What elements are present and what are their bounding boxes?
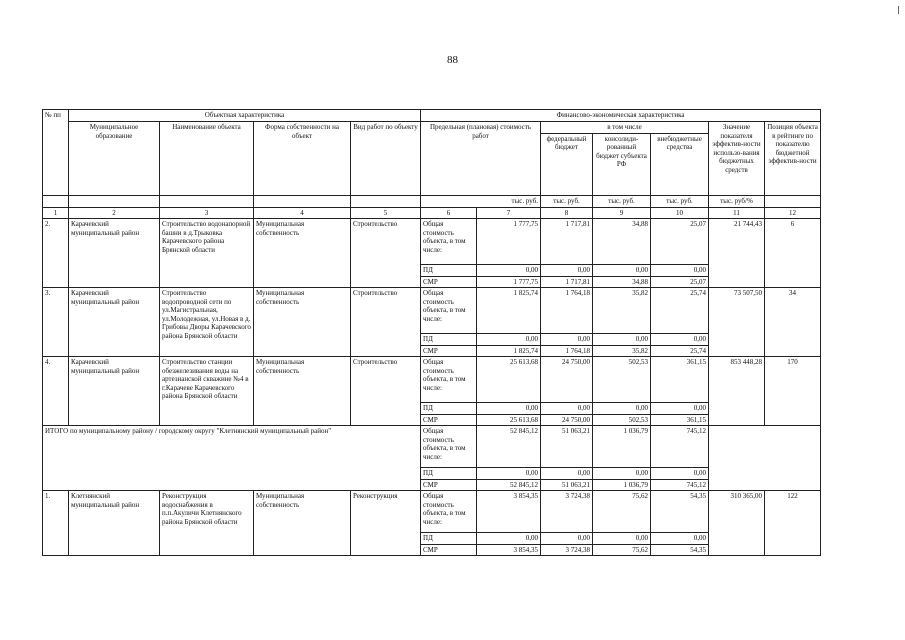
- header-num: № пп: [43, 110, 69, 196]
- row-municipality: Карачевский муниципальный район: [69, 288, 160, 357]
- row-pd-extrabudget: 0,00: [651, 265, 709, 277]
- row-object: Реконструкция водоснабжения в п.п.Акуличи Клетнянского района Брянской области: [160, 491, 254, 556]
- row-smr-federal: 1 717,81: [541, 276, 593, 288]
- row-total-label: Общая стоимость объекта, в том числе:: [421, 288, 477, 334]
- header-rank: Позиция объекта в рейтинге по показателю бюджетной эффектив-ности: [765, 122, 821, 196]
- header-extrabudget: внебюджетные средства: [651, 133, 709, 195]
- row-smr-extrabudget: 25,07: [651, 276, 709, 288]
- row-total-consolidated: 34,88: [593, 219, 651, 265]
- row-pd-federal: 0,00: [541, 334, 593, 346]
- row-rank: 122: [765, 491, 821, 556]
- header-max-cost: Предельная (плановая) стоимость работ: [421, 122, 541, 196]
- total-label: ИТОГО по муниципальному району / городскому округу "Клетнянский муниципальный район": [43, 426, 421, 491]
- row-smr-federal: 3 724,38: [541, 544, 593, 556]
- row-ownership: Муниципальная собственность: [254, 491, 351, 556]
- row-ownership: Муниципальная собственность: [254, 357, 351, 426]
- col-index: 2: [69, 207, 160, 219]
- row-total-consolidated: 502,53: [593, 357, 651, 403]
- row-total-federal: 1 764,18: [541, 288, 593, 334]
- header-municipality: Муниципальное образование: [69, 122, 160, 196]
- row-smr-extrabudget: 361,15: [651, 414, 709, 426]
- row-pd-extrabudget: 0,00: [651, 334, 709, 346]
- row-total-max: 25 613,68: [477, 357, 541, 403]
- row-total-max: 1 825,74: [477, 288, 541, 334]
- table-row: [43, 219, 821, 265]
- col-index: 12: [765, 207, 821, 219]
- row-pd-extrabudget: 0,00: [651, 403, 709, 415]
- row-num: 4.: [43, 357, 69, 426]
- total-pd-federal: 0,00: [541, 468, 593, 480]
- header-federal: федеральный бюджет: [541, 133, 593, 195]
- row-total-federal: 24 750,00: [541, 357, 593, 403]
- row-smr-max: 1 825,74: [477, 345, 541, 357]
- row-work: Строительство: [351, 288, 421, 357]
- total-pd-extrabudget: 0,00: [651, 468, 709, 480]
- total-max: 52 845,12: [477, 426, 541, 468]
- row-ownership: Муниципальная собственность: [254, 219, 351, 288]
- row-work: Строительство: [351, 357, 421, 426]
- row-pd-label: ПД: [421, 533, 477, 545]
- col-index: 6: [421, 207, 477, 219]
- page-number: 88: [447, 54, 458, 66]
- header-finance-group: Финансово-экономическая характеристика: [421, 110, 821, 122]
- row-work: Реконструкция: [351, 491, 421, 556]
- row-smr-consolidated: 75,62: [593, 544, 651, 556]
- total-federal: 51 063,21: [541, 426, 593, 468]
- col-index: 9: [593, 207, 651, 219]
- row-pd-federal: 0,00: [541, 403, 593, 415]
- header-including: в том числе: [541, 122, 709, 134]
- row-rank: 6: [765, 219, 821, 288]
- row-smr-consolidated: 502,53: [593, 414, 651, 426]
- row-municipality: Карачевский муниципальный район: [69, 357, 160, 426]
- row-smr-extrabudget: 25,74: [651, 345, 709, 357]
- row-smr-consolidated: 35,82: [593, 345, 651, 357]
- row-smr-federal: 1 764,18: [541, 345, 593, 357]
- row-smr-max: 25 613,68: [477, 414, 541, 426]
- header-consolidated: консолиди-рованный бюджет субъекта РФ: [593, 133, 651, 195]
- unit-efficiency: тыс. руб/%: [709, 195, 765, 207]
- row-municipality: Клетнянский муниципальный район: [69, 491, 160, 556]
- row-object: Строительство станции обезжелезивания воды на артезианской скважине №4 в г.Карачеве Карачевского района Брянской области: [160, 357, 254, 426]
- header-efficiency: Значение показателя эффектив-ности использо-вания бюджетных средств: [709, 122, 765, 196]
- investment-table: [42, 109, 821, 556]
- row-pd-federal: 0,00: [541, 533, 593, 545]
- row-efficiency: 310 365,00: [709, 491, 765, 556]
- col-index: 11: [709, 207, 765, 219]
- total-row: [43, 426, 821, 468]
- header-object-name: Наименование объекта: [160, 122, 254, 196]
- row-total-label: Общая стоимость объекта, в том числе:: [421, 357, 477, 403]
- row-total-max: 3 854,35: [477, 491, 541, 533]
- col-index: 4: [254, 207, 351, 219]
- total-pd-consolidated: 0,00: [593, 468, 651, 480]
- col-index: 10: [651, 207, 709, 219]
- row-pd-consolidated: 0,00: [593, 403, 651, 415]
- total-cost-label: Общая стоимость объекта, в том числе:: [421, 426, 477, 468]
- row-object: Строительство водонапорной башни в д.Трыковка Карачевского района Брянской области: [160, 219, 254, 288]
- table-row: [43, 357, 821, 403]
- col-index: 3: [160, 207, 254, 219]
- row-smr-label: СМР: [421, 414, 477, 426]
- row-pd-max: 0,00: [477, 334, 541, 346]
- col-index: 8: [541, 207, 593, 219]
- row-total-federal: 3 724,38: [541, 491, 593, 533]
- row-smr-label: СМР: [421, 276, 477, 288]
- row-work: Строительство: [351, 219, 421, 288]
- column-index-row: [43, 207, 821, 219]
- row-smr-label: СМР: [421, 544, 477, 556]
- col-index: 1: [43, 207, 69, 219]
- total-extrabudget: 745,12: [651, 426, 709, 468]
- row-num: 2.: [43, 219, 69, 288]
- total-pd-max: 0,00: [477, 468, 541, 480]
- row-total-label: Общая стоимость объекта, в том числе:: [421, 491, 477, 533]
- header-row-groups: [43, 110, 821, 122]
- total-empty: [709, 426, 821, 491]
- edge-mark: [898, 6, 899, 14]
- header-work-type: Вид работ по объекту: [351, 122, 421, 196]
- row-total-max: 1 777,75: [477, 219, 541, 265]
- row-pd-max: 0,00: [477, 265, 541, 277]
- header-row-columns: [43, 122, 821, 134]
- col-index: 5: [351, 207, 421, 219]
- units-row: [43, 195, 821, 207]
- row-efficiency: 21 744,43: [709, 219, 765, 288]
- row-num: 3.: [43, 288, 69, 357]
- row-efficiency: 73 507,50: [709, 288, 765, 357]
- total-consolidated: 1 036,79: [593, 426, 651, 468]
- row-pd-consolidated: 0,00: [593, 265, 651, 277]
- row-smr-consolidated: 34,88: [593, 276, 651, 288]
- row-total-extrabudget: 54,35: [651, 491, 709, 533]
- table-row: [43, 491, 821, 533]
- table-row: [43, 288, 821, 334]
- row-pd-max: 0,00: [477, 403, 541, 415]
- row-pd-label: ПД: [421, 265, 477, 277]
- total-pd-label: ПД: [421, 468, 477, 480]
- row-total-extrabudget: 25,07: [651, 219, 709, 265]
- row-rank: 34: [765, 288, 821, 357]
- row-smr-extrabudget: 54,35: [651, 544, 709, 556]
- row-num: 1.: [43, 491, 69, 556]
- total-smr-federal: 51 063,21: [541, 479, 593, 491]
- col-index: 7: [477, 207, 541, 219]
- header-ownership: Форма собственности на объект: [254, 122, 351, 196]
- row-total-federal: 1 717,81: [541, 219, 593, 265]
- row-rank: 170: [765, 357, 821, 426]
- row-efficiency: 853 448,28: [709, 357, 765, 426]
- row-object: Строительство водопроводной сети по ул.Магистральная, ул.Молодежная, ул.Новая в д. Грибовы Дворы Карачевского района Брянской области: [160, 288, 254, 357]
- unit-federal: тыс. руб.: [541, 195, 593, 207]
- total-smr-consolidated: 1 036,79: [593, 479, 651, 491]
- row-total-consolidated: 75,62: [593, 491, 651, 533]
- header-object-group: Объектная характеристика: [69, 110, 421, 122]
- row-pd-federal: 0,00: [541, 265, 593, 277]
- row-pd-extrabudget: 0,00: [651, 533, 709, 545]
- row-municipality: Карачевский муниципальный район: [69, 219, 160, 288]
- unit-consolidated: тыс. руб.: [593, 195, 651, 207]
- row-total-consolidated: 35,82: [593, 288, 651, 334]
- row-smr-max: 1 777,75: [477, 276, 541, 288]
- row-smr-federal: 24 750,00: [541, 414, 593, 426]
- unit-extrabudget: тыс. руб.: [651, 195, 709, 207]
- row-total-extrabudget: 361,15: [651, 357, 709, 403]
- row-pd-consolidated: 0,00: [593, 533, 651, 545]
- row-ownership: Муниципальная собственность: [254, 288, 351, 357]
- row-smr-max: 3 854,35: [477, 544, 541, 556]
- row-pd-label: ПД: [421, 334, 477, 346]
- row-total-extrabudget: 25,74: [651, 288, 709, 334]
- row-pd-consolidated: 0,00: [593, 334, 651, 346]
- total-smr-extrabudget: 745,12: [651, 479, 709, 491]
- row-smr-label: СМР: [421, 345, 477, 357]
- row-pd-label: ПД: [421, 403, 477, 415]
- row-total-label: Общая стоимость объекта, в том числе:: [421, 219, 477, 265]
- total-smr-label: СМР: [421, 479, 477, 491]
- row-pd-max: 0,00: [477, 533, 541, 545]
- unit-max-cost: тыс. руб.: [421, 195, 541, 207]
- total-smr-max: 52 845,12: [477, 479, 541, 491]
